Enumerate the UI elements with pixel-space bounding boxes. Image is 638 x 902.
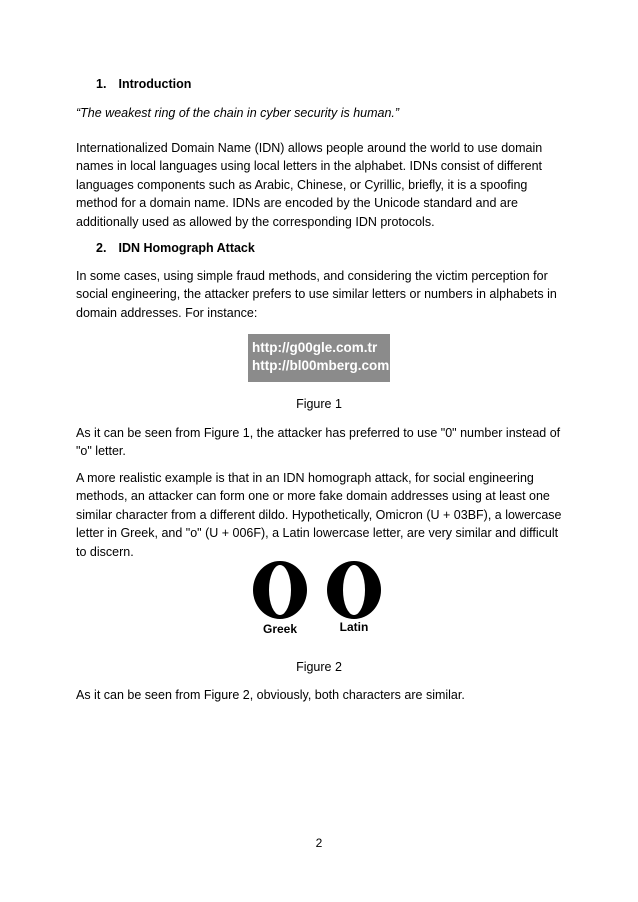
paragraph-figure-2-explanation: As it can be seen from Figure 2, obviously, both characters are similar. <box>76 688 465 702</box>
page-number: 2 <box>315 836 323 850</box>
figure-1-image <box>248 334 390 382</box>
figure-1-caption: Figure 1 <box>296 397 342 411</box>
paragraph-homograph-example: A more realistic example is that in an IDN homograph attack, for social engineering methods, an attacker can form one or more fake domain addresses using at least one similar character from a different dildo. Hypothetically, Omicron (U + 03BF), a lowercase letter in Greek, and "o" (U + 006F), a Latin lowercase letter, are very similar and difficult to discern. <box>76 471 562 559</box>
figure-1-url-2: http://bl00mberg.com <box>252 358 390 373</box>
section-1-title: Introduction <box>118 77 192 91</box>
paragraph-figure-1-explanation: As it can be seen from Figure 1, the attacker has preferred to use "0" number instead of "o" letter. <box>76 426 561 459</box>
figure-1-url-1: http://g00gle.com.tr <box>252 340 378 355</box>
paragraph-fraud-methods: In some cases, using simple fraud methods, and considering the victim perception for social engineering, the attacker prefers to use similar letters or numbers in alphabets in domain addresses. For instance: <box>76 269 557 320</box>
epigraph-quote: “The weakest ring of the chain in cyber security is human.” <box>76 106 400 120</box>
figure-2-label-latin: Latin <box>339 620 369 634</box>
section-2-number: 2. <box>96 241 107 255</box>
figure-2-caption: Figure 2 <box>296 660 342 674</box>
paragraph-idn-definition: Internationalized Domain Name (IDN) allows people around the world to use domain names in local languages using local letters in the alphabet. IDNs consist of different languages components such as Arabic, Chinese, or Cyrillic, briefly, it is a spoofing method for a domain name. IDNs are encoded by the Unicode standard and are additionally used as allowed by the corresponding IDN protocols. <box>76 141 543 229</box>
section-1-number: 1. <box>96 77 107 91</box>
section-2-title: IDN Homograph Attack <box>118 241 255 255</box>
figure-2-label-greek: Greek <box>262 622 298 636</box>
section-1-heading <box>96 77 191 91</box>
figure-2-image <box>250 558 390 638</box>
section-2-heading <box>96 241 255 255</box>
